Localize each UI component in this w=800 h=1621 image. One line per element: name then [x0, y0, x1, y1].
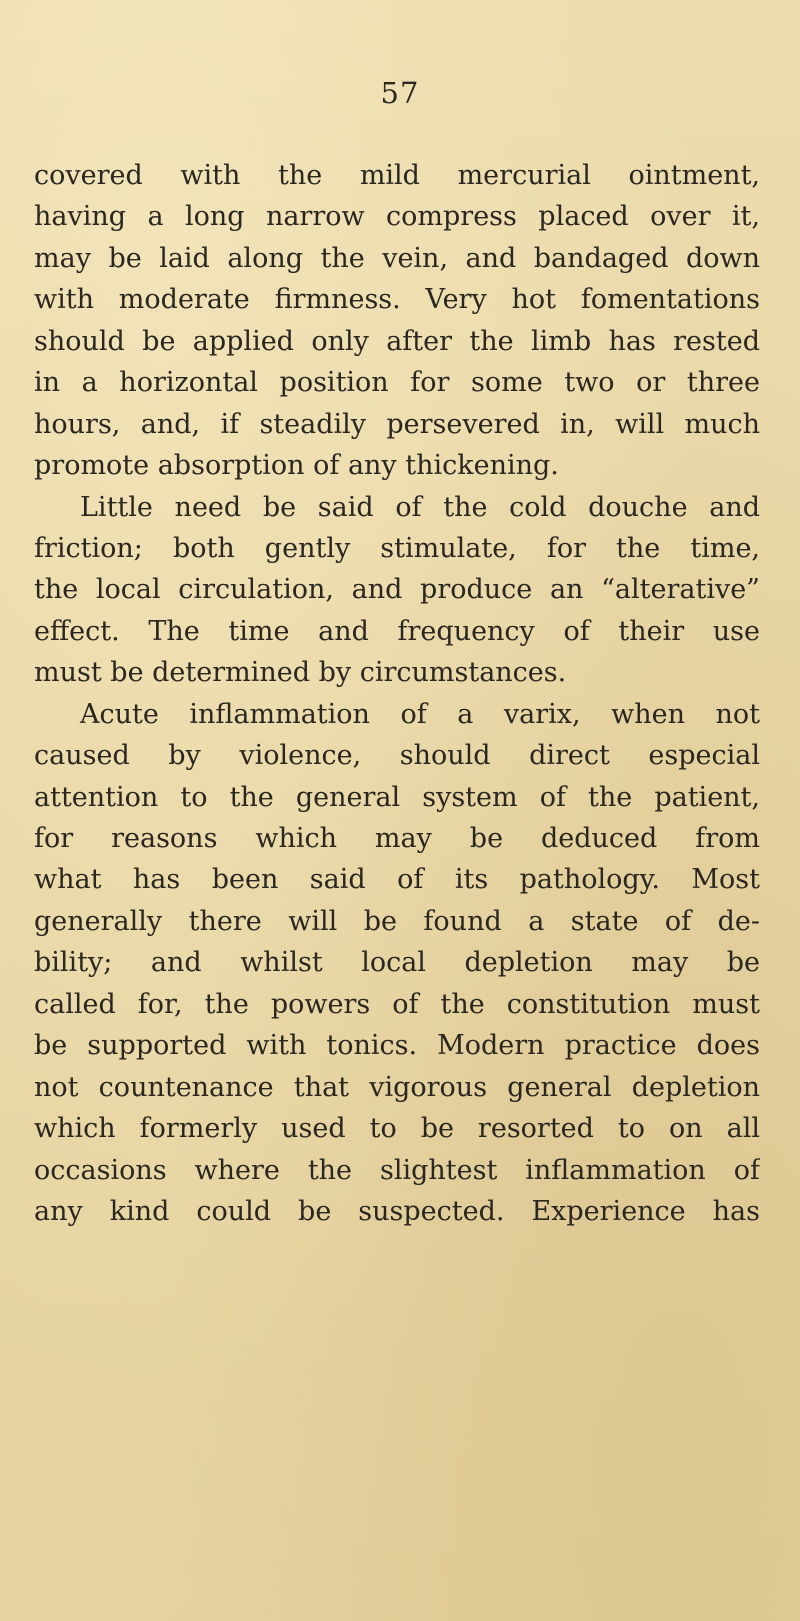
text-line: promote absorption of any thickening.: [34, 450, 559, 482]
text-line: occasions where the slightest inflammation of: [34, 1154, 760, 1186]
text-line: Little need be said of the cold douche and: [80, 491, 760, 523]
text-line: called for, the powers of the constitution must: [34, 988, 760, 1020]
text-line: attention to the general system of the patient,: [34, 781, 760, 813]
text-line: Acute inflammation of a varix, when not: [80, 698, 760, 730]
text-line: which formerly used to be resorted to on all: [34, 1113, 760, 1145]
text-line: in a horizontal position for some two or three: [34, 367, 760, 399]
text-line: generally there will be found a state of de-: [34, 905, 760, 937]
text-line: the local circulation, and produce an “alterative”: [34, 574, 760, 606]
text-line: may be laid along the vein, and bandaged down: [34, 242, 760, 274]
text-line: having a long narrow compress placed over it,: [34, 201, 760, 233]
text-line: any kind could be suspected. Experience has: [34, 1195, 760, 1227]
text-line: should be applied only after the limb has rested: [34, 325, 760, 357]
text-line: must be determined by circumstances.: [34, 657, 567, 689]
text-line: for reasons which may be deduced from: [34, 823, 760, 854]
text-line: caused by violence, should direct especial: [34, 740, 760, 772]
text-line: hours, and, if steadily persevered in, will much: [34, 408, 760, 440]
text-line: covered with the mild mercurial ointment,: [34, 160, 760, 191]
text-line: what has been said of its pathology. Most: [34, 864, 760, 896]
text-line: not countenance that vigorous general depletion: [34, 1071, 760, 1103]
text-line: bility; and whilst local depletion may be: [34, 947, 760, 979]
text-line: be supported with tonics. Modern practice does: [34, 1030, 760, 1062]
page-number: 57: [380, 76, 420, 110]
text-line: with moderate firmness. Very hot fomentations: [34, 284, 760, 316]
body-text: [34, 155, 760, 1232]
text-line: friction; both gently stimulate, for the time,: [34, 532, 760, 564]
text-line: effect. The time and frequency of their use: [34, 615, 760, 647]
